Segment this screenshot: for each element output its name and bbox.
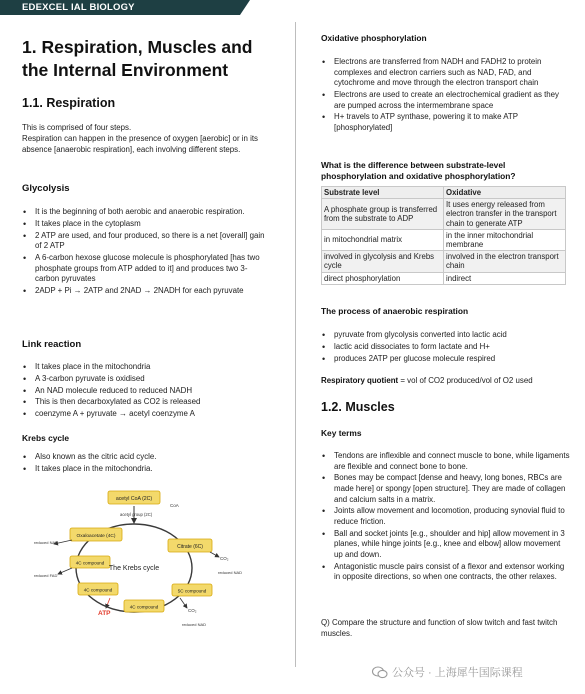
page-title-line-1: 1. Respiration, Muscles and [22,37,253,57]
table-cell: in mitochondrial matrix [322,229,444,250]
co2-arrow [210,552,219,557]
subject-header-tab: EDEXCEL IAL BIOLOGY [0,0,240,15]
krebs-cycle-center-label: The Krebs cycle [108,565,160,572]
reduced-fad-label: reduced FAD [34,573,58,578]
reduced-nad-label: reduced NAD [218,570,243,575]
list-item: • Bones may be compact [dense and heavy, long bones, RBCs are made here] or spongy [open structure]. They are made of collagen and calcium salts in a matrix. [321,473,571,505]
oxidative-phosphorylation-list [321,57,571,135]
4c-compound-label: 4C compound [83,587,113,593]
list-item: • It takes place in the cytoplasm [22,219,267,230]
list-item: • H+ travels to ATP synthase, powering it to make ATP [phosphorylated] [321,112,571,133]
table-cell: in the inner mitochondrial membrane [444,229,566,250]
5c-compound-label: 5C compound [177,588,207,594]
list-item: • 2ADP + Pi → 2ATP and 2NAD → 2NADH for each pyruvate [22,286,267,297]
respiratory-quotient-label: Respiratory quotient [321,376,399,385]
node-4c-compound-top [70,556,110,568]
reduced-nad-label: reduced NAD [182,622,207,627]
coa-label: CoA [170,503,179,508]
list-item: • Antagonistic muscle pairs consist of a flexor and extensor working in opposite directions, so when one contracts, the other relaxes. [321,562,571,583]
list-item: • Electrons are transferred from NADH and FADH2 to protein complexes and electron carriers such as NAD, FAD, and cytochrome and move through the electron transport chain [321,57,571,89]
krebs-cycle-diagram [32,488,243,636]
glycolysis-heading: Glycolysis [22,183,70,194]
table-header: Oxidative [444,187,566,199]
watermark-text: 公众号 · 上海犀牛国际课程 [392,667,523,679]
atp-label: ATP [98,610,111,617]
page-title-line-2: the Internal Environment [22,60,229,80]
list-item: • Ball and socket joints [e.g., shoulder and hip] allow movement in 3 planes, while hinge joints [e.g., knee and elbow] allow movement up and down. [321,529,571,561]
co2-label: CO₂ [188,608,197,613]
table-row [322,272,566,284]
atp-arrow [106,598,110,608]
list-item: • It is the beginning of both aerobic and anaerobic respiration. [22,207,267,218]
table-row [322,251,566,272]
key-terms-list [321,451,571,584]
intro-line-2: Respiration can happen in the presence of oxygen [aerobic] or in its absence [anaerobic respiration], each involving different steps. [22,134,258,154]
phosphorylation-question: What is the difference between substrate-level phosphorylation and oxidative phosphorylation? [321,160,516,181]
co2-label: CO₂ [220,556,229,561]
page-title [22,36,252,82]
fad-arrow [58,568,72,574]
key-terms-heading: Key terms [321,428,362,438]
krebs-cycle-heading: Krebs cycle [22,433,70,443]
list-item: • Also known as the citric acid cycle. [22,452,267,463]
list-item: • produces 2ATP per glucose molecule respired [321,354,571,365]
krebs-cycle-list [22,452,267,476]
list-item: • An NAD molecule reduced to reduced NADH [22,386,267,397]
list-item: • Tendons are inflexible and connect muscle to bone, while ligaments are flexible and connect bone to bone. [321,451,571,472]
list-item: • This is then decarboxylated as CO2 is released [22,397,267,408]
table-cell: direct phosphorylation [322,272,444,284]
oxidative-phosphorylation-heading: Oxidative phosphorylation [321,33,427,43]
list-item: • A 6-carbon hexose glucose molecule is phosphorylated [has two phosphate groups from ATP added to it] and produces two 3-carbon pyruvates [22,253,267,285]
watermark [372,664,523,680]
list-item: • It takes place in the mitochondria [22,362,267,373]
link-reaction-list [22,362,267,421]
list-item: • Electrons are used to create an electrochemical gradient as they are pumped across the intermembrane space [321,90,571,111]
node-acetyl-coa [108,491,160,504]
phosphorylation-comparison-table [321,186,566,285]
list-item: • coenzyme A + pyruvate → acetyl coenzyme A [22,409,267,420]
intro-line-1: This is comprised of four steps. [22,123,132,132]
table-header: Substrate level [322,187,444,199]
list-item: • A 3-carbon pyruvate is oxidised [22,374,267,385]
table-cell: involved in glycolysis and Krebs cycle [322,251,444,272]
wechat-icon [372,666,388,679]
section-heading-respiration: 1.1. Respiration [22,96,116,110]
oxaloacetate-label: Oxaloacetate (4C) [76,534,116,539]
list-item: • pyruvate from glycolysis converted into lactic acid [321,330,571,341]
table-header-row [322,187,566,199]
table-cell: A phosphate group is transferred from the substrate to ADP [322,199,444,230]
node-4c-compound-mid [78,583,118,595]
table-cell: indirect [444,272,566,284]
table-row [322,229,566,250]
muscle-question: Q) Compare the structure and function of slow twitch and fast twitch muscles. [321,618,558,638]
citrate-label: Citrate (6C) [177,544,203,550]
4c-compound-label: 4C compound [129,604,159,610]
list-item: • Joints allow movement and locomotion, producing synovial fluid to reduce friction. [321,506,571,527]
section-heading-muscles: 1.2. Muscles [321,400,395,414]
node-oxaloacetate [70,528,122,541]
anaerobic-list [321,330,571,365]
4c-compound-label: 4C compound [75,560,105,566]
node-citrate [168,539,212,552]
column-divider [295,22,296,667]
respiratory-quotient-formula: = vol of CO2 produced/vol of O2 used [398,376,533,385]
respiratory-quotient [321,376,573,385]
list-item: • 2 ATP are used, and four produced, so there is a net [overall] gain of 2 ATP [22,231,267,252]
anaerobic-heading: The process of anaerobic respiration [321,306,469,316]
list-item: • It takes place in the mitochondria. [22,464,267,475]
acetyl-coa-label: acetyl CoA (2C) [115,496,153,502]
link-reaction-heading: Link reaction [22,339,82,350]
list-item: • lactic acid dissociates to form lactate and H+ [321,342,571,353]
acetyl-group-label: acetyl group (2C) [120,512,153,517]
co2-arrow [180,598,187,608]
node-4c-compound-bottom [124,600,164,612]
glycolysis-list [22,207,267,298]
table-row [322,199,566,230]
table-cell: involved in the electron transport chain [444,251,566,272]
reduced-nad-label: reduced NAD [34,540,59,545]
table-cell: It uses energy released from electron transfer in the transport chain to generate ATP [444,199,566,230]
node-5c-compound [172,584,212,596]
